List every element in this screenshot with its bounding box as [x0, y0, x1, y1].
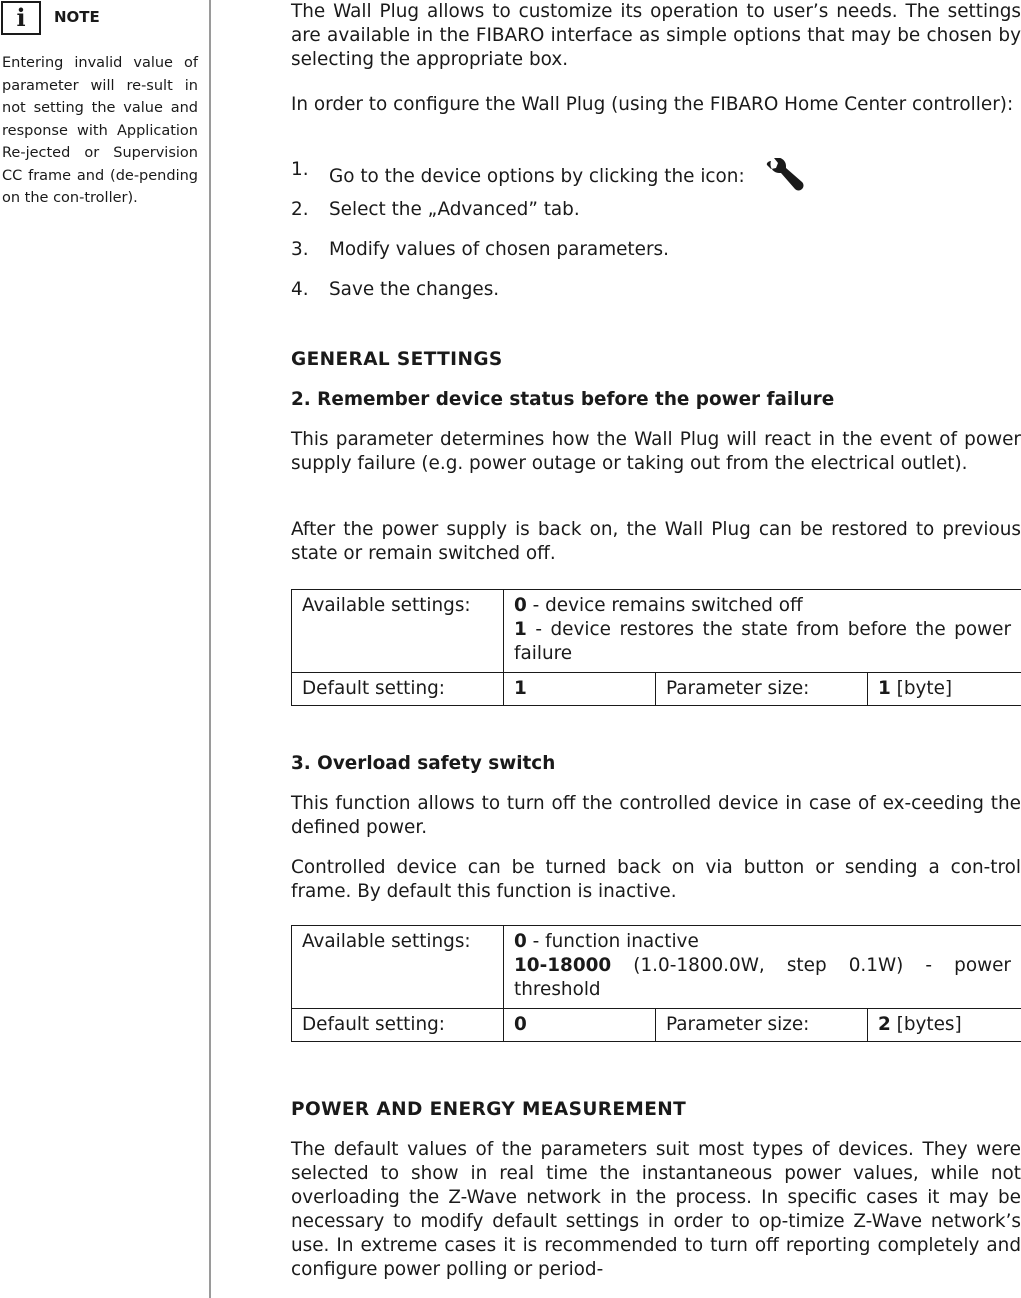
option-item	[514, 594, 1011, 618]
section-heading-power: POWER AND ENERGY MEASUREMENT	[291, 1099, 687, 1120]
step-number: 2.	[291, 199, 309, 220]
list-item	[291, 238, 1021, 278]
step-text: Save the changes.	[329, 279, 500, 300]
note-label: NOTE	[54, 8, 100, 26]
list-item	[291, 198, 1021, 238]
table-row	[292, 1009, 1021, 1042]
option-desc: - device restores the state from before the power failure	[514, 619, 1012, 664]
section-heading-general: GENERAL SETTINGS	[291, 349, 503, 370]
parameter-size-label: Parameter size:	[656, 673, 868, 706]
available-settings-label: Available settings:	[292, 926, 504, 1009]
step-text: Modify values of chosen parameters.	[329, 239, 669, 260]
list-item	[291, 278, 1021, 318]
option-value: 10-18000	[514, 955, 612, 976]
option-value: 1	[514, 619, 527, 640]
note-text: Entering invalid value of parameter will re-sult in not setting the value and response with Application Re-jected or Supervision CC frame and (de-pending on the con-troller).	[2, 55, 198, 206]
available-settings-options	[504, 926, 1021, 1009]
parameter-size-value: 2 [bytes]	[868, 1009, 1021, 1042]
default-setting-label: Default setting:	[292, 1009, 504, 1042]
param-2-title: 2. Remember device status before the power failure	[291, 389, 835, 410]
param-2-table	[291, 589, 1021, 706]
list-item	[291, 158, 1021, 198]
intro-paragraph-2: In order to configure the Wall Plug (using the FIBARO Home Center controller):	[291, 94, 1014, 115]
step-text: Select the „Advanced” tab.	[329, 199, 580, 220]
option-item	[514, 618, 1011, 666]
default-setting-value: 0	[504, 1009, 656, 1042]
wrench-icon	[765, 158, 809, 192]
option-desc: - device remains switched off	[526, 595, 803, 616]
option-item	[514, 954, 1011, 1002]
param-3-paragraph-2: Controlled device can be turned back on via button or sending a con-trol frame. By default this function is inactive.	[291, 857, 1021, 902]
available-settings-label: Available settings:	[292, 590, 504, 673]
default-setting-label: Default setting:	[292, 673, 504, 706]
available-settings-options	[504, 590, 1021, 673]
option-item	[514, 930, 1011, 954]
param-3-paragraph-1: This function allows to turn off the controlled device in case of ex-ceeding the defined power.	[291, 793, 1021, 838]
param-3-table	[291, 925, 1021, 1042]
option-value: 0	[514, 931, 527, 952]
info-icon: i	[1, 1, 41, 35]
step-number: 4.	[291, 279, 309, 300]
parameter-size-value: 1 [byte]	[868, 673, 1021, 706]
intro-paragraph-1: The Wall Plug allows to customize its operation to user’s needs. The settings are available in the FIBARO interface as simple options that may be chosen by selecting the appropriate box.	[291, 1, 1021, 70]
table-row	[292, 590, 1021, 673]
param-3-title: 3. Overload safety switch	[291, 753, 556, 774]
option-value: 0	[514, 595, 527, 616]
step-text: Go to the device options by clicking the icon:	[329, 166, 745, 187]
option-desc: (1.0-1800.0W, step 0.1W) - power threshold	[514, 955, 1011, 1000]
step-number: 1.	[291, 159, 309, 180]
column-divider	[209, 0, 211, 1298]
param-2-paragraph-1: This parameter determines how the Wall Plug will react in the event of power supply failure (e.g. power outage or taking out from the electrical outlet).	[291, 429, 1021, 474]
steps-list	[291, 158, 1021, 318]
default-setting-value: 1	[504, 673, 656, 706]
parameter-size-label: Parameter size:	[656, 1009, 868, 1042]
power-paragraph-1: The default values of the parameters suit most types of devices. They were selected to show in real time the instantaneous power values, while not overloading the Z-Wave network in the process. In specific cases it may be necessary to modify default settings in order to op-timize Z-Wave network’s use. In extreme cases it is recommended to turn off reporting completely and configure power polling or period-	[291, 1139, 1021, 1280]
table-row	[292, 926, 1021, 1009]
table-row	[292, 673, 1021, 706]
step-number: 3.	[291, 239, 309, 260]
option-desc: - function inactive	[526, 931, 699, 952]
param-2-paragraph-2: After the power supply is back on, the Wall Plug can be restored to previous state or remain switched off.	[291, 519, 1021, 564]
